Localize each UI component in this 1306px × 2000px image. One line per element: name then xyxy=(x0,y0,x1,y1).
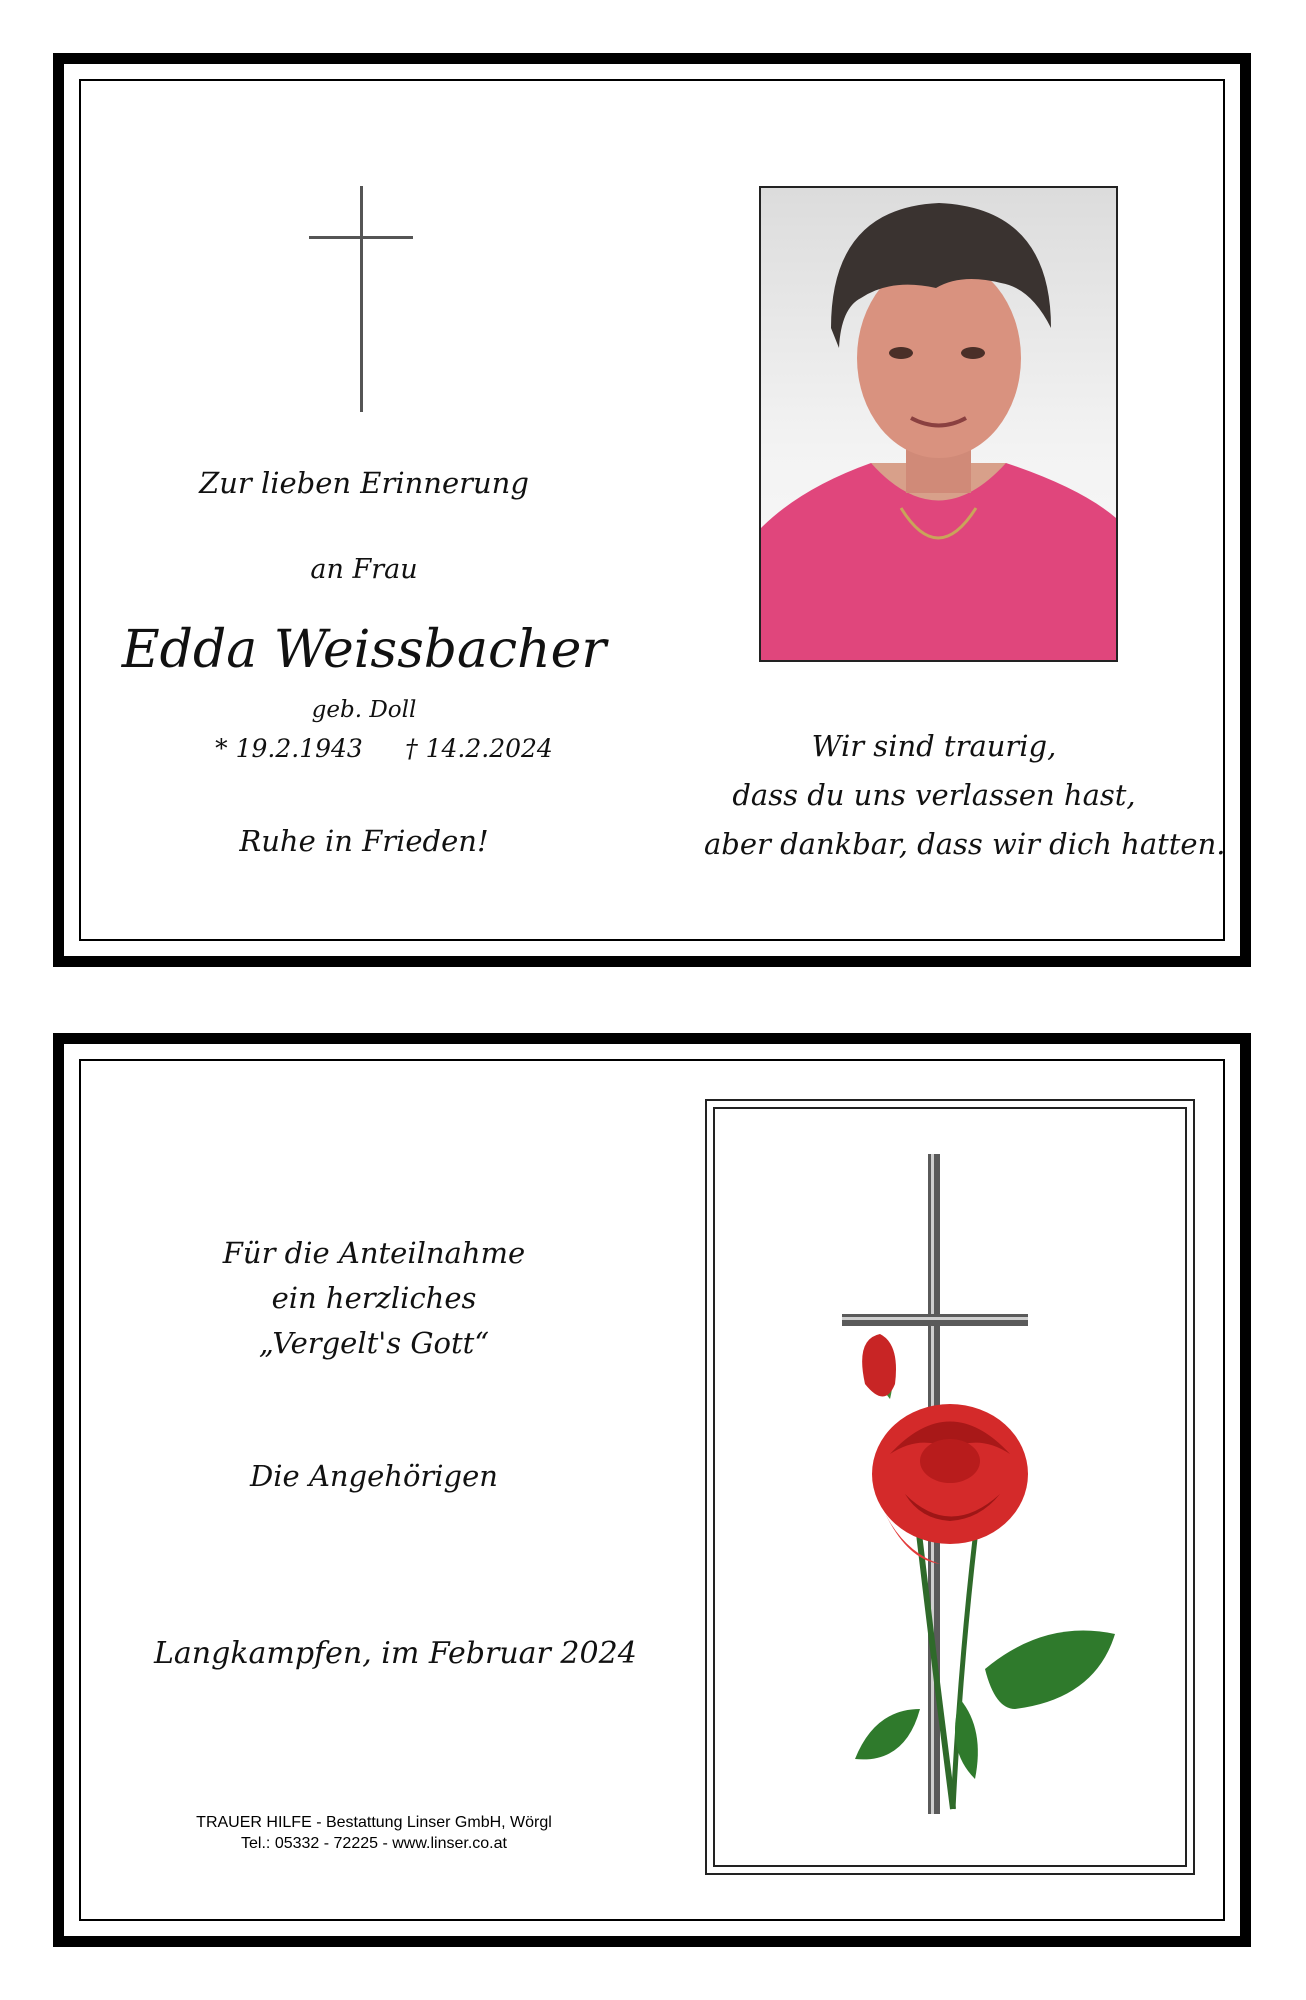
salutation-text: an Frau xyxy=(310,554,418,585)
portrait-photo xyxy=(759,186,1118,662)
rose-cross-picture-frame xyxy=(705,1099,1195,1875)
back-card-inner xyxy=(64,1044,1240,1936)
closing-text: Ruhe in Frieden! xyxy=(239,824,489,858)
thanks-line-3: „Vergelt's Gott“ xyxy=(258,1326,490,1360)
cross-icon xyxy=(360,186,363,412)
place-date: Langkampfen, im Februar 2024 xyxy=(154,1636,637,1671)
death-date: † 14.2.2024 xyxy=(405,734,553,763)
maiden-name: geb. Doll xyxy=(311,697,417,723)
birth-date: * 19.2.1943 xyxy=(215,734,363,763)
back-card xyxy=(53,1033,1251,1947)
quote-line-2: dass du uns verlassen hast, xyxy=(732,778,1136,812)
picture-inner-frame xyxy=(713,1107,1187,1867)
imprint-line-1: TRAUER HILFE - Bestattung Linser GmbH, Wörgl xyxy=(196,1814,552,1831)
thanks-line-2: ein herzliches xyxy=(271,1281,477,1315)
quote-line-1: Wir sind traurig, xyxy=(811,729,1057,763)
intro-text: Zur lieben Erinnerung xyxy=(199,466,529,500)
deceased-name: Edda Weissbacher xyxy=(121,620,607,680)
front-card xyxy=(53,53,1251,967)
imprint-line-2: Tel.: 05332 - 72225 - www.linser.co.at xyxy=(241,1835,507,1852)
thanks-line-1: Für die Anteilnahme xyxy=(222,1236,526,1270)
rose-cross-icon xyxy=(715,1109,1185,1865)
quote-line-3: aber dankbar, dass wir dich hatten. xyxy=(704,827,1226,861)
cross-icon-bar xyxy=(309,236,413,239)
signature-text: Die Angehörigen xyxy=(250,1459,498,1493)
front-card-inner xyxy=(64,64,1240,956)
